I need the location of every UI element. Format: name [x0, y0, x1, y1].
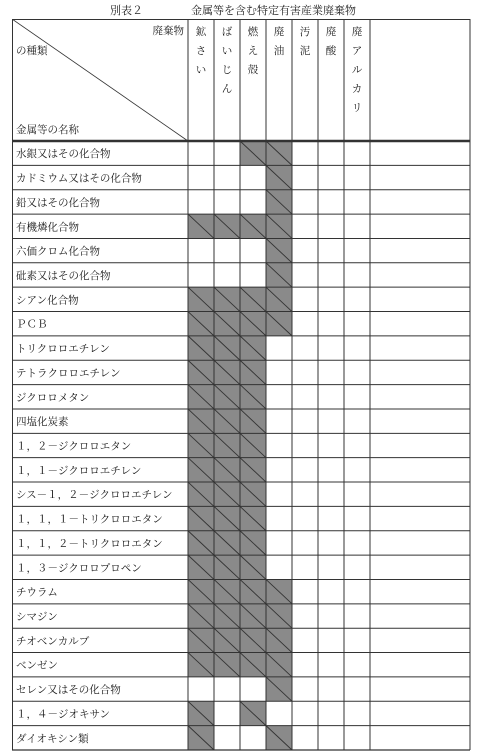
- column-header-char: ア: [351, 45, 363, 57]
- row-name-label: ダイオキシン類: [16, 732, 89, 745]
- title-row: [0, 2, 480, 18]
- row-name-label: チウラム: [16, 586, 58, 599]
- column-header-char: カ: [351, 83, 363, 95]
- row-name-label: １，３－ジクロロプロペン: [16, 562, 142, 575]
- row-name-label: １，１，１－トリクロロエタン: [16, 513, 163, 526]
- header-waste-label: 廃棄物: [152, 25, 184, 37]
- row-name-label: シス－１，２－ジクロロエチレン: [16, 489, 173, 502]
- column-header-char: じ: [221, 64, 233, 76]
- column-header-char: 泥: [299, 45, 311, 57]
- row-name-label: シマジン: [16, 611, 58, 624]
- row-name-label: 鉛又はその化合物: [16, 196, 100, 209]
- column-header-char: 殻: [247, 64, 259, 76]
- row-name-label: 砒素又はその化合物: [16, 269, 111, 282]
- header-metal-name-label: 金属等の名称: [16, 124, 79, 136]
- row-name-label: 水銀又はその化合物: [16, 148, 111, 161]
- column-header-char: 廃: [325, 26, 337, 38]
- row-name-label: １，１，２－トリクロロエタン: [16, 537, 163, 550]
- header-corner-diagonal: [12, 19, 188, 141]
- row-name-label: 有機燐化合物: [16, 221, 79, 234]
- column-header-char: 廃: [273, 26, 285, 38]
- row-name-label: ジクロロメタン: [16, 391, 90, 404]
- column-header-char: ん: [221, 83, 233, 95]
- row-name-label: 六価クロム化合物: [16, 245, 100, 258]
- column-header-char: 燃: [247, 26, 259, 38]
- table-title: 金属等を含む特定有害産業廃棄物: [191, 4, 356, 17]
- column-header-char: ば: [221, 26, 233, 38]
- row-name-label: テトラクロロエチレン: [16, 367, 121, 380]
- row-name-label: ＰＣＢ: [16, 318, 48, 331]
- column-header-char: 鉱: [195, 26, 207, 38]
- column-header-char: え: [247, 45, 259, 57]
- row-name-label: １，４－ジオキサン: [16, 708, 110, 721]
- column-header-char: ル: [351, 64, 363, 76]
- waste-metal-table: [12, 19, 471, 751]
- row-name-label: チオベンカルブ: [16, 635, 90, 648]
- table-id: 別表２: [110, 4, 143, 17]
- column-header-char: い: [221, 45, 233, 57]
- column-header-char: 汚: [299, 26, 311, 38]
- column-header-char: 廃: [351, 26, 363, 38]
- row-name-label: カドミウム又はその化合物: [16, 172, 142, 185]
- row-name-label: ベンゼン: [16, 659, 58, 672]
- header-type-label: の種類: [16, 45, 48, 57]
- row-name-label: 四塩化炭素: [16, 416, 69, 429]
- row-name-label: セレン又はその化合物: [16, 684, 121, 697]
- row-name-label: トリクロロエチレン: [16, 343, 110, 356]
- row-name-label: １，１－ジクロロエチレン: [16, 464, 142, 477]
- column-header-char: い: [195, 64, 207, 76]
- row-name-label: １，２－ジクロロエタン: [16, 440, 132, 453]
- column-header-char: さ: [195, 45, 207, 57]
- table-grid: [12, 19, 471, 751]
- column-header-char: 油: [273, 45, 285, 57]
- row-name-label: シアン化合物: [16, 294, 79, 307]
- column-header-char: 酸: [325, 45, 337, 57]
- column-header-char: リ: [351, 102, 363, 114]
